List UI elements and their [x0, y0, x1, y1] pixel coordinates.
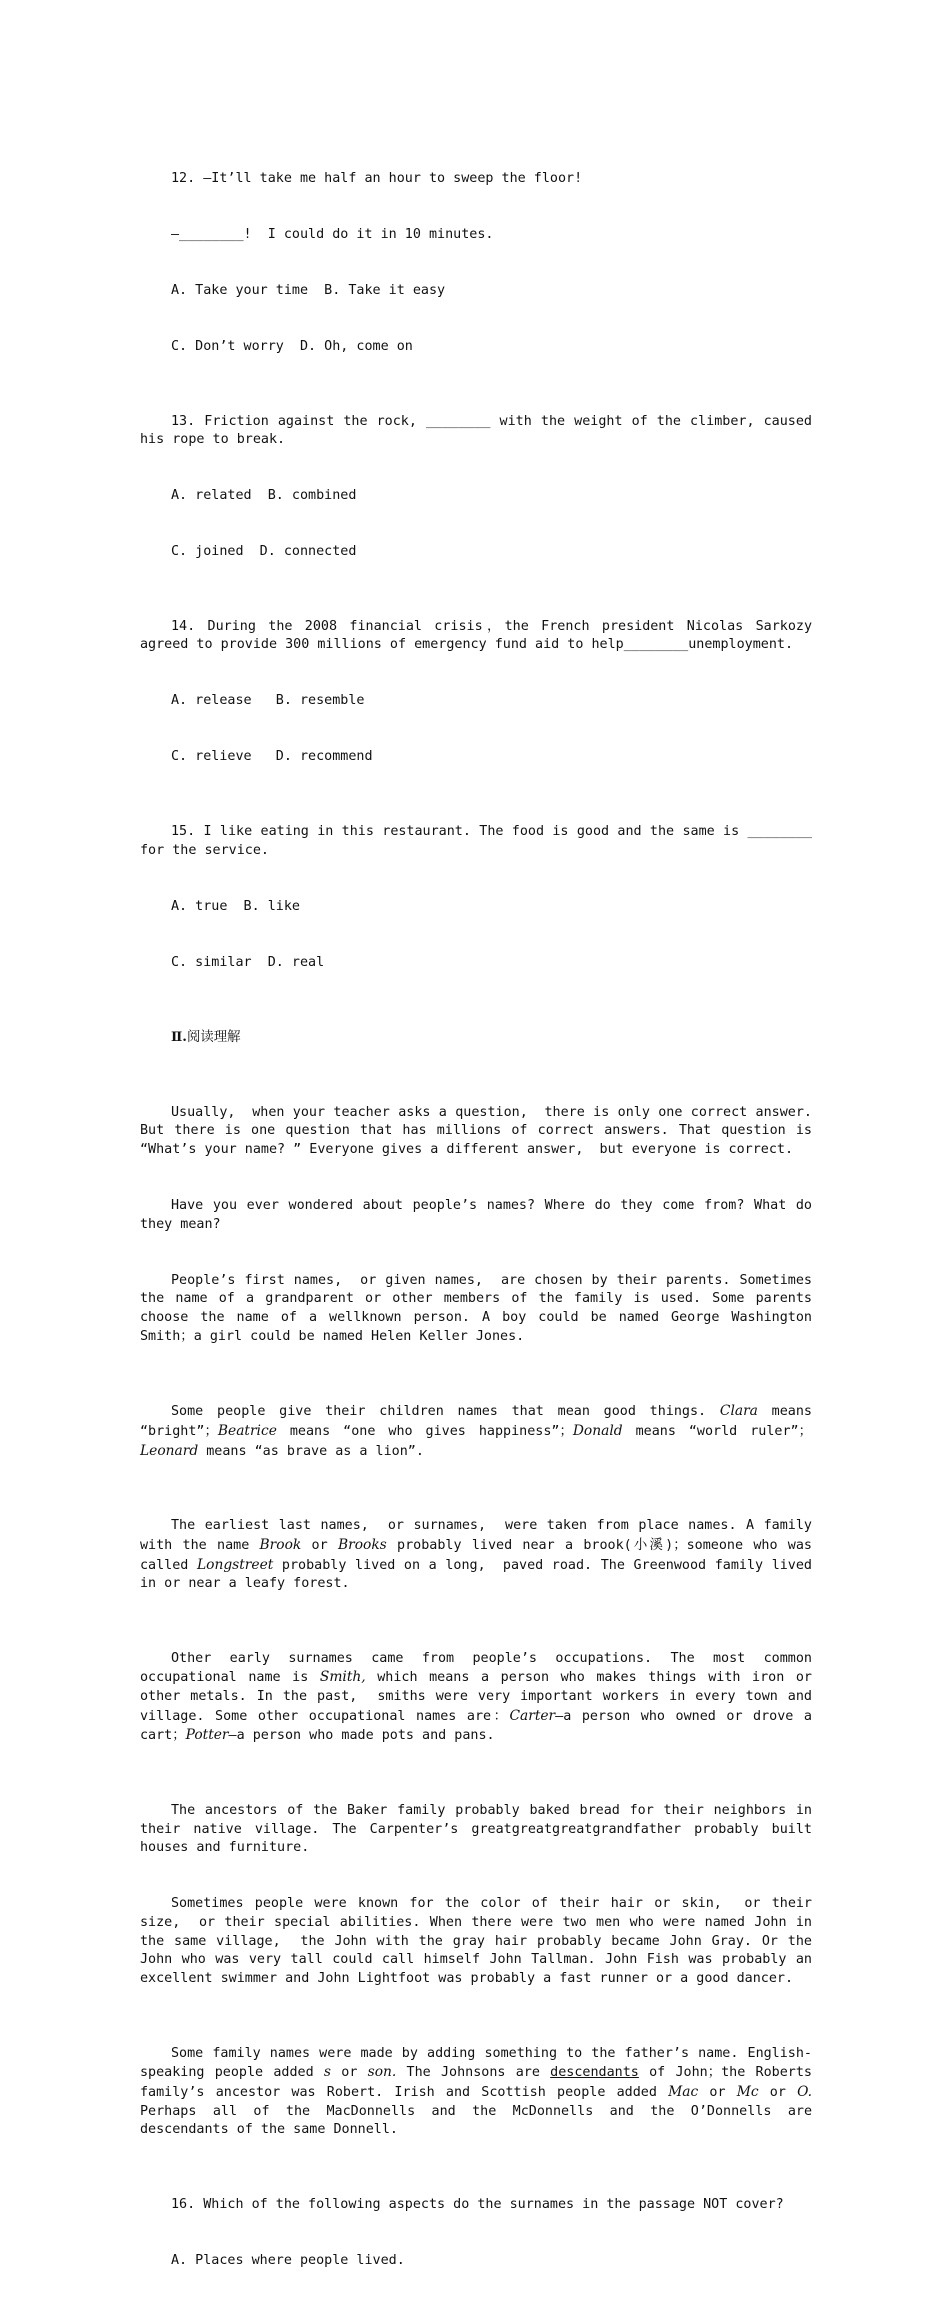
name-potter: Potter — [185, 1727, 229, 1744]
name-brook: Brook — [259, 1536, 302, 1553]
passage-paragraph-9 — [140, 2045, 821, 2140]
p9-text: or — [758, 2084, 798, 2100]
question-12-stem: 12. —It’ll take me half an hour to sweep the floor! — [171, 170, 583, 186]
question-13-options-cd: C. joined D. connected — [171, 544, 357, 560]
prefix-mc: Mc — [736, 2083, 759, 2100]
p4-text: means “bright”； — [140, 1404, 821, 1439]
question-15-options-cd: C. similar D. real — [171, 954, 325, 970]
p4-text: means “world ruler”； — [622, 1423, 812, 1439]
p9-text: The Johnsons are — [396, 2065, 551, 2081]
question-16-stem: 16. Which of the following aspects do the surnames in the passage NOT cover? — [171, 2196, 784, 2212]
question-12-options-cd: C. Don’t worry D. Oh, come on — [171, 338, 413, 354]
question-15-stem: 15. I like eating in this restaurant. The food is good and the same is ________ for the service. — [140, 823, 821, 858]
underlined-word-descendants: descendants — [550, 2065, 639, 2081]
p9-text: or — [698, 2084, 737, 2100]
question-15-options-ab: A. true B. like — [171, 898, 300, 914]
p4-text: means “one who gives happiness”； — [276, 1423, 573, 1439]
name-beatrice: Beatrice — [217, 1422, 277, 1439]
passage-paragraph-1: Usually, when your teacher asks a question, there is only one correct answer. But there is one question that has millions of correct answers. That question is “What’s your name? ” Everyone gives a different answer, but everyone is correct. — [140, 1104, 821, 1158]
p6-text: —a person who made pots and pans. — [228, 1728, 495, 1744]
p9-text: of John；the Roberts family’s ancestor was Robert. Irish and Scottish people added — [140, 2065, 821, 2100]
p9-text: Some family names were made by adding something to the father’s name. English-speaking people added — [140, 2045, 812, 2081]
passage-paragraph-4 — [140, 1402, 821, 1461]
p5-text: probably lived near a brook(小溪)；someone who was called — [140, 1537, 821, 1573]
suffix-son: son. — [367, 2064, 397, 2081]
p4-text: means “as brave as a lion”. — [198, 1443, 424, 1459]
section-title: 阅读理解 — [186, 1030, 241, 1046]
question-12-reply: —________! I could do it in 10 minutes. — [171, 226, 494, 242]
name-clara: Clara — [719, 1403, 758, 1420]
p6-text: Other early surnames came from people’s occupations. The most common occupational name is — [140, 1650, 821, 1686]
p5-text: probably lived on a long, paved road. The Greenwood family lived in or near a leafy forest. — [140, 1557, 821, 1592]
question-14-options-cd: C. relieve D. recommend — [171, 749, 373, 765]
question-12-options-ab: A. Take your time B. Take it easy — [171, 282, 446, 298]
name-leonard: Leonard — [140, 1442, 199, 1459]
passage-paragraph-6 — [140, 1650, 821, 1746]
passage-paragraph-2: Have you ever wondered about people’s names? Where do they come from? What do they mean? — [140, 1198, 821, 1232]
passage-paragraph-5 — [140, 1517, 821, 1594]
name-carter: Carter — [509, 1707, 556, 1724]
prefix-mac: Mac — [668, 2083, 699, 2100]
p6-text: which means a person who makes things with iron or other metals. In the past, smiths were very important workers in every town and village. Some other occupational names are： — [140, 1670, 821, 1724]
p9-text: Perhaps all of the MacDonnells and the McDonnells and the O’Donnells are descendants of the same Donnell. — [140, 2084, 821, 2138]
suffix-s: s — [323, 2064, 332, 2081]
question-16-option-a: A. Places where people lived. — [171, 2252, 405, 2268]
section-heading-reading — [140, 1028, 812, 1048]
p9-text: or — [331, 2065, 368, 2081]
passage-paragraph-3: People’s first names, or given names, are chosen by their parents. Sometimes the name of a grandparent or other members of the family is used. Some parents choose the name of a wellknown person. A boy could be named George Washington Smith；a girl could be named Helen Keller Jones. — [140, 1272, 821, 1344]
passage-paragraph-8: Sometimes people were known for the color of their hair or skin, or their size, or their special abilities. When there were two men who were named John in the same village, the John with the gray hair probably became John Gray. Or the John who was very tall could call himself John Tallman. John Fish was probably an excellent swimmer and John Lightfoot was probably a fast runner or a good dancer. — [140, 1896, 821, 1986]
name-donald: Donald — [572, 1422, 623, 1439]
question-13-stem: 13. Friction against the rock, ________ with the weight of the climber, caused his rope to break. — [140, 413, 821, 448]
p4-text: Some people give their children names that mean good things. — [171, 1404, 720, 1420]
section-numeral: Ⅱ. — [171, 1029, 187, 1046]
p5-text: The earliest last names, or surnames, were taken from place names. A family with the name — [140, 1518, 821, 1553]
passage-paragraph-7: The ancestors of the Baker family probably baked bread for their neighbors in their native village. The Carpenter’s greatgreatgreatgrandfather probably built houses and furniture. — [140, 1803, 821, 1856]
name-smith: Smith, — [319, 1669, 366, 1686]
name-longstreet: Longstreet — [197, 1556, 274, 1573]
p5-text: or — [301, 1537, 338, 1553]
question-14-options-ab: A. release B. resemble — [171, 693, 365, 709]
exam-page — [140, 114, 821, 2308]
question-14-stem: 14. During the 2008 financial crisis，the French president Nicolas Sarkozy agreed to provide 300 millions of emergency fund aid to help________unemployment. — [140, 618, 821, 653]
question-13-options-ab: A. related B. combined — [171, 488, 357, 504]
prefix-o: O. — [797, 2083, 812, 2100]
p6-text: —a person who owned or drove a cart； — [140, 1708, 821, 1744]
name-brooks: Brooks — [337, 1536, 387, 1553]
